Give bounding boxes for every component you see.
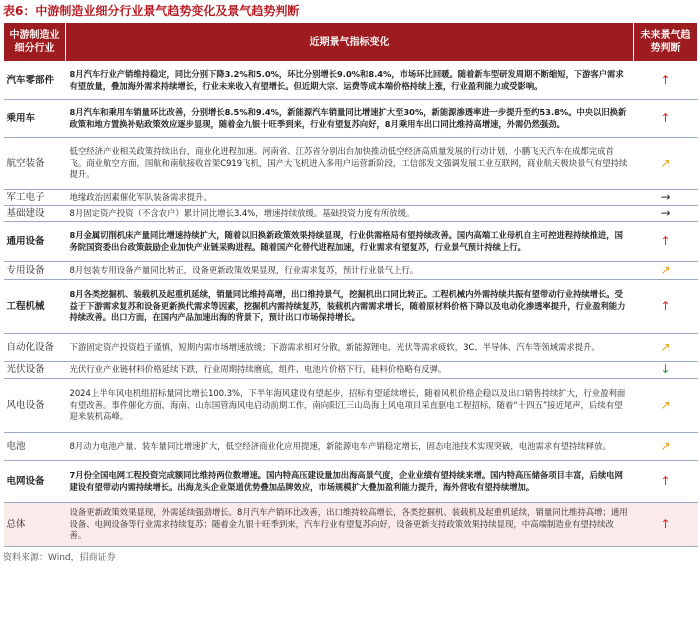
- arrow-up-right-icon: ↗: [634, 334, 698, 362]
- table-row: [4, 206, 698, 222]
- header-trend-judgement: 未来景气趋势判断: [634, 23, 698, 62]
- arrow-down-icon: ↓: [634, 362, 698, 379]
- table-row: [4, 280, 698, 334]
- arrow-up-icon: ↑: [634, 503, 698, 547]
- arrow-up-icon: ↑: [634, 100, 698, 138]
- industry-name: 工程机械: [4, 280, 66, 334]
- industry-name: 光伏设备: [4, 362, 66, 379]
- arrow-up-icon: ↑: [634, 62, 698, 100]
- header-indicator-change: 近期景气指标变化: [66, 23, 634, 62]
- table-row: [4, 379, 698, 433]
- indicator-change-text: 下游固定资产投资趋于谨慎，短期内需市场增速放缓；下游需求相对分散，新能源锂电、光伏等需求疲软，3C、半导体、汽车等领域需求提升。: [66, 334, 634, 362]
- arrow-up-icon: ↑: [634, 280, 698, 334]
- indicator-change-text: 8月汽车行业产销维持稳定，同比分别下降3.2%和5.0%，环比分别增长9.0%和8.4%，市场环比回暖。随着新车型研发周期不断缩短，下游客户需求有望放量，叠加海外需求持续增长，行业未来收入有望增长。但近期大宗、运费等成本端价格持续上涨，行业盈利能力或受影响。: [66, 62, 634, 100]
- table-row: [4, 334, 698, 362]
- indicator-change-text: 8月包装专用设备产量同比转正，设备更新政策效果显现，行业需求复苏，预计行业景气上行。: [66, 262, 634, 280]
- table-title: 表6：中游制造业细分行业景气趋势变化及景气趋势判断: [3, 4, 300, 18]
- industry-name: 电池: [4, 433, 66, 461]
- industry-name: 军工电子: [4, 190, 66, 206]
- arrow-up-icon: ↑: [634, 461, 698, 503]
- source-note: 资料来源：Wind，招商证券: [3, 553, 116, 563]
- arrow-up-right-icon: ↗: [634, 262, 698, 280]
- table-row: [4, 262, 698, 280]
- indicator-change-text: 8月各类挖掘机、装载机及起重机延续，销量同比维持高增，出口维持景气，挖掘机出口同比转正。工程机械内外需持续共振有望带动行业持续增长。受益于下游需求复苏和设备更新换代需求等因素，挖掘机内需持续复苏，装载机内需需求增长，随着原材料价格下降以及电动化渗透率提升，行业盈利能力持续改善。出口方面，在国内产品加速出海的背景下，预计出口市场保持增长。: [66, 280, 634, 334]
- indicator-change-text: 7月份全国电网工程投资完成额同比维持两位数增速。国内特高压建设量加出海高景气度，企业业绩有望持续来增。国内特高压储备项目丰富，后续电网建设有望带动内需持续增长。出海龙头企业渠道优势叠加品牌效应，市场规模扩大叠加盈利能力提升，海外营收有望持续增加。: [66, 461, 634, 503]
- industry-name: 自动化设备: [4, 334, 66, 362]
- industry-name: 乘用车: [4, 100, 66, 138]
- arrow-up-right-icon: ↗: [634, 433, 698, 461]
- table-row: [4, 503, 698, 547]
- arrow-right-icon: →: [634, 190, 698, 206]
- indicator-change-text: 8月固定资产投资（不含农户）累计同比增长3.4%，增速持续放缓。基础投资力度有所放缓。: [66, 206, 634, 222]
- indicator-change-text: 低空经济产业相关政策持续出台，商业化进程加速。河南省、江苏省分别出台加快推动低空经济高质量发展的行动计划，小鹏飞天汽车在成都完成首飞。商业航空方面，国航和南航接收首架C919飞机，国产大飞机进入多用户运营新阶段，工信部发文强调发展工业互联网，商业航天极块景气有望持续提升。: [66, 138, 634, 190]
- table-row: [4, 138, 698, 190]
- industry-name: 电网设备: [4, 461, 66, 503]
- arrow-up-right-icon: ↗: [634, 379, 698, 433]
- table-row: [4, 62, 698, 100]
- industry-name: 总体: [4, 503, 66, 547]
- industry-name: 基础建设: [4, 206, 66, 222]
- table-row: [4, 433, 698, 461]
- indicator-change-text: 8月汽车和乘用车销量环比改善，分别增长8.5%和9.4%，新能源汽车销量同比增速扩大至30%，新能源渗透率进一步提升至约53.8%。中央以旧换新政策和地方置换补贴政策效应逐步显现，随着金九银十旺季到来，行业有望复苏向好，8月乘用车出口同比维持高增速，外需仍然强劲。: [66, 100, 634, 138]
- indicator-change-text: 光伏行业产业链材料价格延续下跌，行业周期持续磨底，组件、电池片价格下行，硅料价格略有反弹。: [66, 362, 634, 379]
- industry-name: 风电设备: [4, 379, 66, 433]
- arrow-up-icon: ↑: [634, 222, 698, 262]
- table-row: [4, 190, 698, 206]
- table-header-row: [4, 23, 698, 62]
- indicator-change-text: 8月金属切削机床产量同比增速持续扩大，随着以旧换新政策效果持续显现，行业供需格局有望持续改善。国内高端工业母机自主可控进程持续推进，国务院国资委出台政策鼓励企业加快产业链采购进程。随着国产化替代进程加速，行业需求有望复苏，行业景气预计持续上行。: [66, 222, 634, 262]
- indicator-change-text: 设备更新政策效果显现，外需延续强劲增长。8月汽车产销环比改善，出口维持较高增长，各类挖掘机、装载机及起重机延续，销量同比维持高增；通用设备、电网设备等行业需求持续复苏；随着金九银十旺季到来，汽车行业有望复苏向好，设备更新支持政策效果持续显现，中高端制造业有望持续改善。: [66, 503, 634, 547]
- header-industry: 中游制造业细分行业: [4, 23, 66, 62]
- industry-name: 专用设备: [4, 262, 66, 280]
- indicator-change-text: 地缘政治因素催化军队装备需求提升。: [66, 190, 634, 206]
- industry-name: 汽车零部件: [4, 62, 66, 100]
- table-row: [4, 100, 698, 138]
- industry-trend-table: [3, 22, 698, 547]
- indicator-change-text: 2024上半年风电机组招标量同比增长100.3%，下半年海风建设有望起步，招标有望延续增长，随着风机价格企稳以及出口销售持续扩大，行业盈利面有望改善。事件催化方面，海南、山东国管海风电启动前期工作，南向阳江三山岛海上风电项目采直驱电工程招标，随着“十四五”接近尾声，后续有望迎来装机高峰。: [66, 379, 634, 433]
- table-row: [4, 461, 698, 503]
- industry-name: 航空装备: [4, 138, 66, 190]
- table-row: [4, 222, 698, 262]
- arrow-up-right-icon: ↗: [634, 138, 698, 190]
- indicator-change-text: 8月动力电池产量、装车量同比增速扩大，低空经济商业化应用提速，新能源电车产销稳定增长，固态电池技术实现突破，电池需求有望持续释放。: [66, 433, 634, 461]
- arrow-right-icon: →: [634, 206, 698, 222]
- industry-name: 通用设备: [4, 222, 66, 262]
- table-row: [4, 362, 698, 379]
